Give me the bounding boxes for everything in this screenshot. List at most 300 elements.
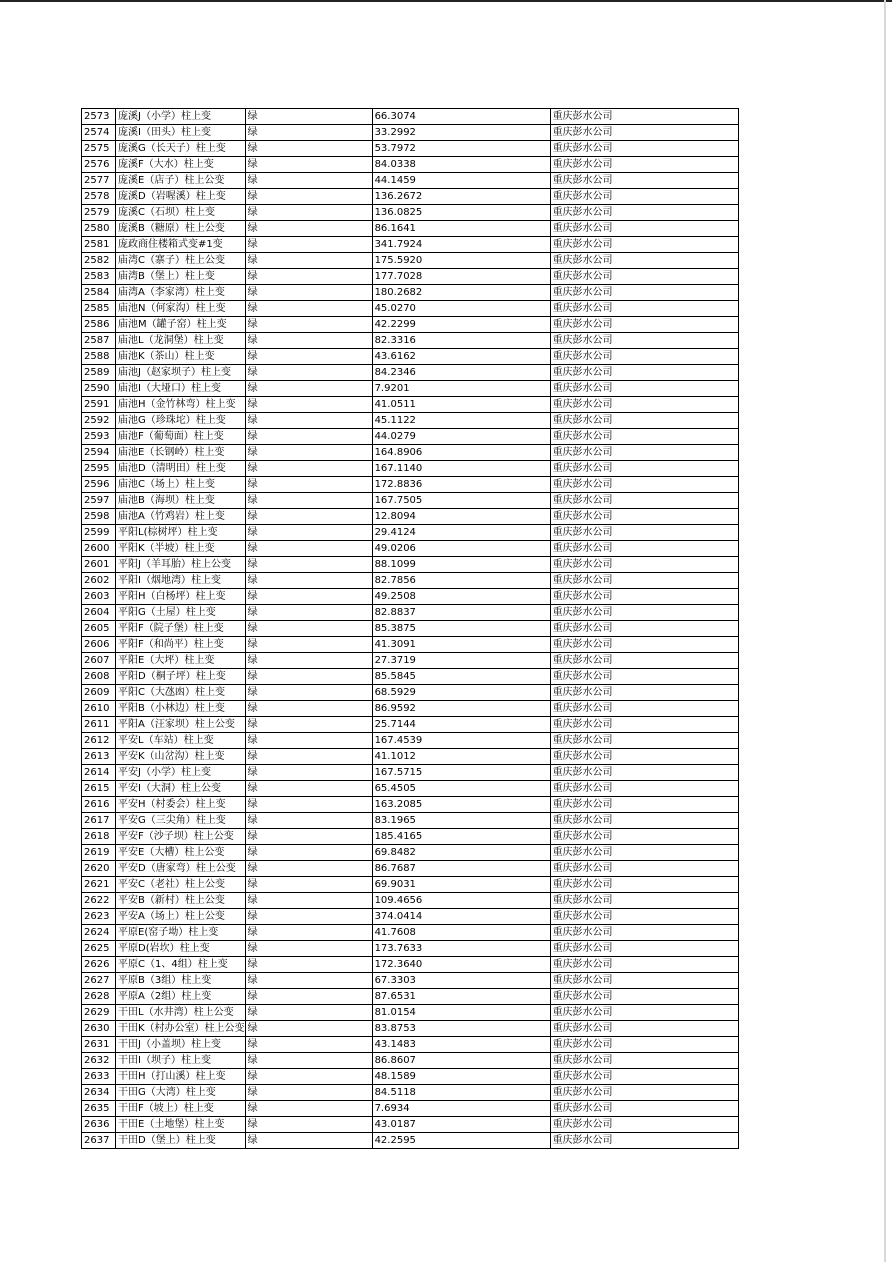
table-row <box>82 285 739 301</box>
transformer-name-cell: 平原D(岩坎）柱上变 <box>116 941 246 957</box>
value-cell: 49.0206 <box>372 541 550 557</box>
transformer-name-cell: 干田L（水井湾）柱上公变 <box>116 1005 246 1021</box>
status-color-cell: 绿 <box>245 237 372 253</box>
row-number-cell: 2594 <box>82 445 116 461</box>
row-number-cell: 2619 <box>82 845 116 861</box>
company-cell: 重庆彭水公司 <box>550 477 738 493</box>
transformer-name-cell: 平原A（2组）柱上变 <box>116 989 246 1005</box>
transformer-name-cell: 平阳F（院子堡）柱上变 <box>116 621 246 637</box>
row-number-cell: 2605 <box>82 621 116 637</box>
company-cell: 重庆彭水公司 <box>550 541 738 557</box>
table-row <box>82 189 739 205</box>
row-number-cell: 2637 <box>82 1133 116 1149</box>
status-color-cell: 绿 <box>245 733 372 749</box>
value-cell: 33.2992 <box>372 125 550 141</box>
company-cell: 重庆彭水公司 <box>550 429 738 445</box>
value-cell: 82.8837 <box>372 605 550 621</box>
transformer-name-cell: 干田G（大湾）柱上变 <box>116 1085 246 1101</box>
status-color-cell: 绿 <box>245 605 372 621</box>
status-color-cell: 绿 <box>245 701 372 717</box>
status-color-cell: 绿 <box>245 381 372 397</box>
table-row <box>82 1085 739 1101</box>
company-cell: 重庆彭水公司 <box>550 717 738 733</box>
status-color-cell: 绿 <box>245 301 372 317</box>
row-number-cell: 2573 <box>82 109 116 125</box>
company-cell: 重庆彭水公司 <box>550 573 738 589</box>
company-cell: 重庆彭水公司 <box>550 445 738 461</box>
status-color-cell: 绿 <box>245 253 372 269</box>
transformer-name-cell: 庙湾B（堡上）柱上变 <box>116 269 246 285</box>
transformer-name-cell: 平阳G（土屋）柱上变 <box>116 605 246 621</box>
row-number-cell: 2626 <box>82 957 116 973</box>
value-cell: 41.7608 <box>372 925 550 941</box>
value-cell: 172.8836 <box>372 477 550 493</box>
row-number-cell: 2602 <box>82 573 116 589</box>
row-number-cell: 2635 <box>82 1101 116 1117</box>
company-cell: 重庆彭水公司 <box>550 317 738 333</box>
company-cell: 重庆彭水公司 <box>550 365 738 381</box>
company-cell: 重庆彭水公司 <box>550 285 738 301</box>
value-cell: 83.8753 <box>372 1021 550 1037</box>
row-number-cell: 2580 <box>82 221 116 237</box>
transformer-name-cell: 平安I（大洞）柱上公变 <box>116 781 246 797</box>
table-row <box>82 941 739 957</box>
table-row <box>82 413 739 429</box>
value-cell: 43.6162 <box>372 349 550 365</box>
table-row <box>82 1053 739 1069</box>
company-cell: 重庆彭水公司 <box>550 989 738 1005</box>
company-cell: 重庆彭水公司 <box>550 1053 738 1069</box>
row-number-cell: 2588 <box>82 349 116 365</box>
transformer-name-cell: 庞溪F（大水）柱上变 <box>116 157 246 173</box>
row-number-cell: 2597 <box>82 493 116 509</box>
row-number-cell: 2574 <box>82 125 116 141</box>
transformer-name-cell: 平安K（山岔沟）柱上变 <box>116 749 246 765</box>
value-cell: 53.7972 <box>372 141 550 157</box>
company-cell: 重庆彭水公司 <box>550 669 738 685</box>
transformer-name-cell: 庙池K（茶山）柱上变 <box>116 349 246 365</box>
transformer-name-cell: 庙湾A（李家湾）柱上变 <box>116 285 246 301</box>
transformer-name-cell: 干田F（坡上）柱上变 <box>116 1101 246 1117</box>
company-cell: 重庆彭水公司 <box>550 461 738 477</box>
table-row <box>82 557 739 573</box>
value-cell: 7.6934 <box>372 1101 550 1117</box>
transformer-name-cell: 平阳A（汪家坝）柱上公变 <box>116 717 246 733</box>
transformer-name-cell: 庙池L（龙洞堡）柱上变 <box>116 333 246 349</box>
status-color-cell: 绿 <box>245 317 372 333</box>
transformer-name-cell: 庞溪D（岩喔溪）柱上变 <box>116 189 246 205</box>
status-color-cell: 绿 <box>245 925 372 941</box>
value-cell: 45.0270 <box>372 301 550 317</box>
row-number-cell: 2584 <box>82 285 116 301</box>
company-cell: 重庆彭水公司 <box>550 493 738 509</box>
row-number-cell: 2582 <box>82 253 116 269</box>
value-cell: 175.5920 <box>372 253 550 269</box>
transformer-name-cell: 平安D（唐家弯）柱上公变 <box>116 861 246 877</box>
status-color-cell: 绿 <box>245 445 372 461</box>
transformer-name-cell: 庙池J（赵家坝子）柱上变 <box>116 365 246 381</box>
table-row <box>82 1069 739 1085</box>
transformer-name-cell: 平原E(窑子坳）柱上变 <box>116 925 246 941</box>
status-color-cell: 绿 <box>245 749 372 765</box>
row-number-cell: 2581 <box>82 237 116 253</box>
company-cell: 重庆彭水公司 <box>550 813 738 829</box>
value-cell: 185.4165 <box>372 829 550 845</box>
company-cell: 重庆彭水公司 <box>550 109 738 125</box>
company-cell: 重庆彭水公司 <box>550 397 738 413</box>
transformer-name-cell: 平安H（村委会）柱上变 <box>116 797 246 813</box>
status-color-cell: 绿 <box>245 397 372 413</box>
value-cell: 84.0338 <box>372 157 550 173</box>
company-cell: 重庆彭水公司 <box>550 125 738 141</box>
company-cell: 重庆彭水公司 <box>550 253 738 269</box>
row-number-cell: 2636 <box>82 1117 116 1133</box>
transformer-name-cell: 庙池G（珍珠坨）柱上变 <box>116 413 246 429</box>
table-row <box>82 909 739 925</box>
status-color-cell: 绿 <box>245 973 372 989</box>
value-cell: 374.0414 <box>372 909 550 925</box>
status-color-cell: 绿 <box>245 877 372 893</box>
status-color-cell: 绿 <box>245 1037 372 1053</box>
transformer-name-cell: 庙池C（场上）柱上变 <box>116 477 246 493</box>
row-number-cell: 2591 <box>82 397 116 413</box>
status-color-cell: 绿 <box>245 1085 372 1101</box>
row-number-cell: 2629 <box>82 1005 116 1021</box>
company-cell: 重庆彭水公司 <box>550 205 738 221</box>
row-number-cell: 2612 <box>82 733 116 749</box>
table-row <box>82 461 739 477</box>
value-cell: 12.8094 <box>372 509 550 525</box>
transformer-name-cell: 干田D（堡上）柱上变 <box>116 1133 246 1149</box>
value-cell: 177.7028 <box>372 269 550 285</box>
status-color-cell: 绿 <box>245 221 372 237</box>
status-color-cell: 绿 <box>245 541 372 557</box>
table-row <box>82 269 739 285</box>
table-row <box>82 1005 739 1021</box>
status-color-cell: 绿 <box>245 589 372 605</box>
row-number-cell: 2600 <box>82 541 116 557</box>
value-cell: 42.2299 <box>372 317 550 333</box>
transformer-name-cell: 平阳C（大氹凼）柱上变 <box>116 685 246 701</box>
transformer-name-cell: 干田K（村办公室）柱上公变 <box>116 1021 246 1037</box>
value-cell: 86.8607 <box>372 1053 550 1069</box>
status-color-cell: 绿 <box>245 861 372 877</box>
transformer-name-cell: 平原B（3组）柱上变 <box>116 973 246 989</box>
value-cell: 83.1965 <box>372 813 550 829</box>
table-row <box>82 669 739 685</box>
row-number-cell: 2603 <box>82 589 116 605</box>
status-color-cell: 绿 <box>245 941 372 957</box>
company-cell: 重庆彭水公司 <box>550 733 738 749</box>
transformer-name-cell: 庙池F（葡萄面）柱上变 <box>116 429 246 445</box>
company-cell: 重庆彭水公司 <box>550 301 738 317</box>
transformer-name-cell: 平安G（三尖角）柱上变 <box>116 813 246 829</box>
row-number-cell: 2576 <box>82 157 116 173</box>
transformer-name-cell: 庙池I（大垭口）柱上变 <box>116 381 246 397</box>
status-color-cell: 绿 <box>245 125 372 141</box>
status-color-cell: 绿 <box>245 1053 372 1069</box>
value-cell: 167.5715 <box>372 765 550 781</box>
transformer-name-cell: 平安F（沙子坝）柱上公变 <box>116 829 246 845</box>
value-cell: 164.8906 <box>372 445 550 461</box>
company-cell: 重庆彭水公司 <box>550 1133 738 1149</box>
table-row <box>82 445 739 461</box>
table-row <box>82 893 739 909</box>
company-cell: 重庆彭水公司 <box>550 1069 738 1085</box>
company-cell: 重庆彭水公司 <box>550 269 738 285</box>
transformer-name-cell: 庞溪C（石坝）柱上变 <box>116 205 246 221</box>
transformer-name-cell: 平安C（老社）柱上公变 <box>116 877 246 893</box>
table-row <box>82 509 739 525</box>
table-row <box>82 781 739 797</box>
value-cell: 82.7856 <box>372 573 550 589</box>
table-row <box>82 925 739 941</box>
value-cell: 84.2346 <box>372 365 550 381</box>
transformer-name-cell: 庞溪B（糖原）柱上公变 <box>116 221 246 237</box>
status-color-cell: 绿 <box>245 621 372 637</box>
row-number-cell: 2599 <box>82 525 116 541</box>
company-cell: 重庆彭水公司 <box>550 1117 738 1133</box>
table-row <box>82 333 739 349</box>
table-row <box>82 1021 739 1037</box>
value-cell: 69.8482 <box>372 845 550 861</box>
table-row <box>82 173 739 189</box>
row-number-cell: 2577 <box>82 173 116 189</box>
status-color-cell: 绿 <box>245 333 372 349</box>
table-row <box>82 845 739 861</box>
row-number-cell: 2595 <box>82 461 116 477</box>
status-color-cell: 绿 <box>245 637 372 653</box>
row-number-cell: 2627 <box>82 973 116 989</box>
status-color-cell: 绿 <box>245 365 372 381</box>
table-row <box>82 829 739 845</box>
table-row <box>82 109 739 125</box>
status-color-cell: 绿 <box>245 797 372 813</box>
row-number-cell: 2590 <box>82 381 116 397</box>
company-cell: 重庆彭水公司 <box>550 1037 738 1053</box>
company-cell: 重庆彭水公司 <box>550 925 738 941</box>
transformer-name-cell: 平阳L(棕树坪）柱上变 <box>116 525 246 541</box>
value-cell: 86.7687 <box>372 861 550 877</box>
row-number-cell: 2628 <box>82 989 116 1005</box>
table-row <box>82 541 739 557</box>
row-number-cell: 2630 <box>82 1021 116 1037</box>
table-row <box>82 621 739 637</box>
page-right-edge <box>884 0 886 1262</box>
row-number-cell: 2632 <box>82 1053 116 1069</box>
value-cell: 163.2085 <box>372 797 550 813</box>
row-number-cell: 2593 <box>82 429 116 445</box>
table-row <box>82 397 739 413</box>
table-row <box>82 733 739 749</box>
table-row <box>82 861 739 877</box>
row-number-cell: 2622 <box>82 893 116 909</box>
status-color-cell: 绿 <box>245 429 372 445</box>
table-row <box>82 525 739 541</box>
transformer-name-cell: 平阳H（白杨坪）柱上变 <box>116 589 246 605</box>
status-color-cell: 绿 <box>245 349 372 365</box>
row-number-cell: 2583 <box>82 269 116 285</box>
table-row <box>82 685 739 701</box>
table-row <box>82 605 739 621</box>
status-color-cell: 绿 <box>245 477 372 493</box>
status-color-cell: 绿 <box>245 109 372 125</box>
company-cell: 重庆彭水公司 <box>550 701 738 717</box>
transformer-name-cell: 平安L（车站）柱上变 <box>116 733 246 749</box>
value-cell: 43.0187 <box>372 1117 550 1133</box>
company-cell: 重庆彭水公司 <box>550 1101 738 1117</box>
value-cell: 7.9201 <box>372 381 550 397</box>
value-cell: 25.7144 <box>372 717 550 733</box>
company-cell: 重庆彭水公司 <box>550 973 738 989</box>
company-cell: 重庆彭水公司 <box>550 845 738 861</box>
transformer-name-cell: 平阳E（大坪）柱上变 <box>116 653 246 669</box>
company-cell: 重庆彭水公司 <box>550 1085 738 1101</box>
status-color-cell: 绿 <box>245 845 372 861</box>
company-cell: 重庆彭水公司 <box>550 557 738 573</box>
company-cell: 重庆彭水公司 <box>550 237 738 253</box>
company-cell: 重庆彭水公司 <box>550 653 738 669</box>
status-color-cell: 绿 <box>245 669 372 685</box>
status-color-cell: 绿 <box>245 413 372 429</box>
transformer-name-cell: 庙池B（海坝）柱上变 <box>116 493 246 509</box>
transformer-name-cell: 庙池H（金竹林弯）柱上变 <box>116 397 246 413</box>
value-cell: 66.3074 <box>372 109 550 125</box>
row-number-cell: 2624 <box>82 925 116 941</box>
table-row <box>82 125 739 141</box>
value-cell: 41.0511 <box>372 397 550 413</box>
value-cell: 65.4505 <box>372 781 550 797</box>
company-cell: 重庆彭水公司 <box>550 141 738 157</box>
table-row <box>82 701 739 717</box>
transformer-name-cell: 干田J（小盖坝）柱上变 <box>116 1037 246 1053</box>
transformer-name-cell: 庙池N（何家沟）柱上变 <box>116 301 246 317</box>
table-row <box>82 813 739 829</box>
transformer-name-cell: 平阳I（烟地湾）柱上变 <box>116 573 246 589</box>
table-row <box>82 349 739 365</box>
row-number-cell: 2608 <box>82 669 116 685</box>
status-color-cell: 绿 <box>245 269 372 285</box>
transformer-name-cell: 庞溪G（长天子）柱上变 <box>116 141 246 157</box>
table-row <box>82 477 739 493</box>
table-row <box>82 365 739 381</box>
value-cell: 82.3316 <box>372 333 550 349</box>
value-cell: 85.5845 <box>372 669 550 685</box>
company-cell: 重庆彭水公司 <box>550 749 738 765</box>
transformer-name-cell: 庙湾C（寨子）柱上公变 <box>116 253 246 269</box>
value-cell: 42.2595 <box>372 1133 550 1149</box>
company-cell: 重庆彭水公司 <box>550 941 738 957</box>
table-row <box>82 1101 739 1117</box>
status-color-cell: 绿 <box>245 525 372 541</box>
status-color-cell: 绿 <box>245 989 372 1005</box>
transformer-name-cell: 平安J（小学）柱上变 <box>116 765 246 781</box>
value-cell: 136.0825 <box>372 205 550 221</box>
row-number-cell: 2586 <box>82 317 116 333</box>
table-row <box>82 653 739 669</box>
status-color-cell: 绿 <box>245 957 372 973</box>
status-color-cell: 绿 <box>245 141 372 157</box>
transformer-name-cell: 平阳D（桐子坪）柱上变 <box>116 669 246 685</box>
company-cell: 重庆彭水公司 <box>550 589 738 605</box>
row-number-cell: 2589 <box>82 365 116 381</box>
table-row <box>82 237 739 253</box>
row-number-cell: 2616 <box>82 797 116 813</box>
row-number-cell: 2634 <box>82 1085 116 1101</box>
row-number-cell: 2598 <box>82 509 116 525</box>
transformer-name-cell: 平安A（场上）柱上公变 <box>116 909 246 925</box>
table-row <box>82 765 739 781</box>
value-cell: 109.4656 <box>372 893 550 909</box>
transformer-name-cell: 平阳K（半坡）柱上变 <box>116 541 246 557</box>
transformer-name-cell: 庞溪J（小学）柱上变 <box>116 109 246 125</box>
row-number-cell: 2606 <box>82 637 116 653</box>
value-cell: 88.1099 <box>372 557 550 573</box>
value-cell: 68.5929 <box>372 685 550 701</box>
company-cell: 重庆彭水公司 <box>550 877 738 893</box>
company-cell: 重庆彭水公司 <box>550 861 738 877</box>
value-cell: 341.7924 <box>372 237 550 253</box>
transformer-name-cell: 干田E（土地堡）柱上变 <box>116 1117 246 1133</box>
company-cell: 重庆彭水公司 <box>550 525 738 541</box>
value-cell: 48.1589 <box>372 1069 550 1085</box>
row-number-cell: 2621 <box>82 877 116 893</box>
company-cell: 重庆彭水公司 <box>550 157 738 173</box>
row-number-cell: 2625 <box>82 941 116 957</box>
table-row <box>82 957 739 973</box>
value-cell: 49.2508 <box>372 589 550 605</box>
transformer-name-cell: 干田I（坝子）柱上变 <box>116 1053 246 1069</box>
company-cell: 重庆彭水公司 <box>550 781 738 797</box>
status-color-cell: 绿 <box>245 189 372 205</box>
company-cell: 重庆彭水公司 <box>550 1005 738 1021</box>
status-color-cell: 绿 <box>245 493 372 509</box>
status-color-cell: 绿 <box>245 509 372 525</box>
row-number-cell: 2578 <box>82 189 116 205</box>
row-number-cell: 2607 <box>82 653 116 669</box>
transformer-name-cell: 平阳J（羊耳胎）柱上公变 <box>116 557 246 573</box>
table-row <box>82 157 739 173</box>
table-row <box>82 989 739 1005</box>
transformer-name-cell: 庙池A（竹鸡岩）柱上变 <box>116 509 246 525</box>
value-cell: 87.6531 <box>372 989 550 1005</box>
row-number-cell: 2579 <box>82 205 116 221</box>
transformer-name-cell: 庞政商住楼箱式变#1变 <box>116 237 246 253</box>
transformer-table <box>81 108 739 1149</box>
value-cell: 29.4124 <box>372 525 550 541</box>
value-cell: 69.9031 <box>372 877 550 893</box>
company-cell: 重庆彭水公司 <box>550 957 738 973</box>
table-row <box>82 493 739 509</box>
status-color-cell: 绿 <box>245 1117 372 1133</box>
table-row <box>82 573 739 589</box>
transformer-name-cell: 庞溪E（店子）柱上公变 <box>116 173 246 189</box>
transformer-name-cell: 庙池M（罐子窑）柱上变 <box>116 317 246 333</box>
company-cell: 重庆彭水公司 <box>550 413 738 429</box>
company-cell: 重庆彭水公司 <box>550 829 738 845</box>
company-cell: 重庆彭水公司 <box>550 765 738 781</box>
table-row <box>82 1037 739 1053</box>
value-cell: 45.1122 <box>372 413 550 429</box>
transformer-name-cell: 平原C（1、4组）柱上变 <box>116 957 246 973</box>
table-row <box>82 1117 739 1133</box>
transformer-name-cell: 平阳F（和尚平）柱上变 <box>116 637 246 653</box>
value-cell: 43.1483 <box>372 1037 550 1053</box>
company-cell: 重庆彭水公司 <box>550 797 738 813</box>
status-color-cell: 绿 <box>245 781 372 797</box>
row-number-cell: 2617 <box>82 813 116 829</box>
table-row <box>82 381 739 397</box>
